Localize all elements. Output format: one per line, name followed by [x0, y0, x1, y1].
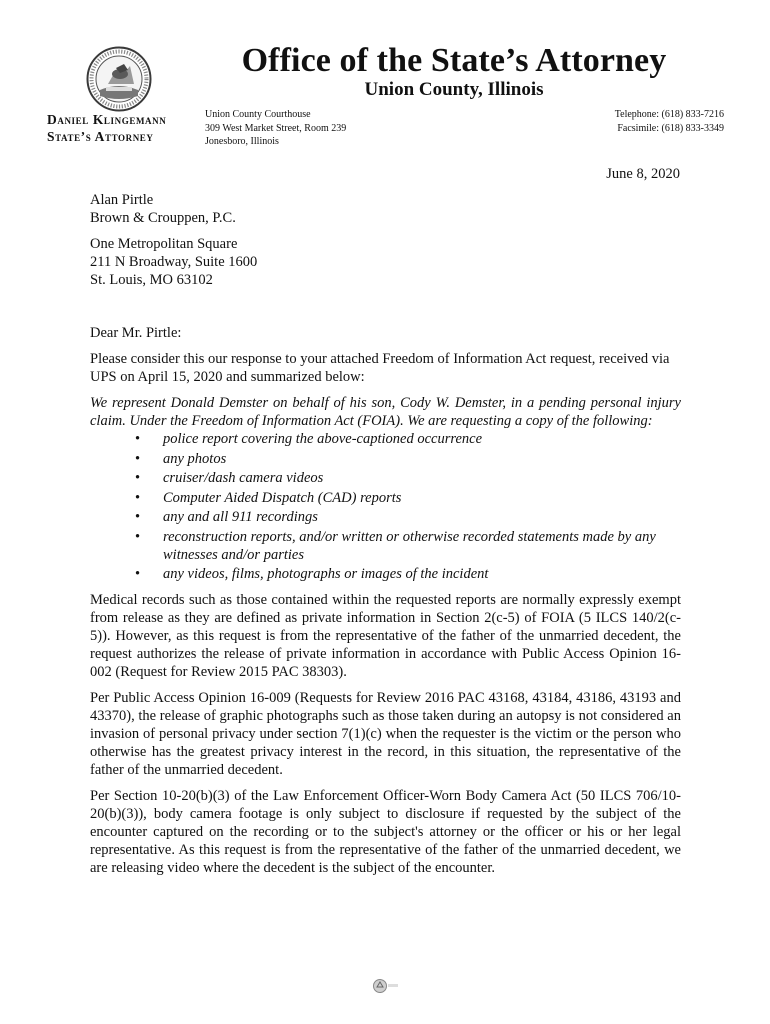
recipient-firm: Brown & Crouppen, P.C.: [90, 210, 236, 226]
facsimile: Facsimile: (618) 833-3349: [617, 122, 724, 134]
photographs-paragraph: Per Public Access Opinion 16-009 (Requests for Review 2016 PAC 43168, 43184, 43186, 43193 and 43370), the release of graphic photographs such as those taken during an autopsy is not considered an invasion of personal privacy under section 7(1)(c) when the requester is the victim or the person who otherwise has the greatest privacy interest in the record, in this situation, the representative of the father of the unmarried decedent.: [90, 690, 681, 778]
address-line: 211 N Broadway, Suite 1600: [90, 254, 258, 270]
recycled-paper-icon: [372, 978, 400, 994]
address-line: One Metropolitan Square: [90, 236, 238, 252]
list-item: • any videos, films, photographs or images of the incident: [135, 566, 489, 582]
list-item: • reconstruction reports, and/or written or otherwise recorded statements made by any witnesses and/or parties: [135, 528, 656, 563]
recipient-block: [90, 191, 681, 227]
body-camera-paragraph: Per Section 10-20(b)(3) of the Law Enforcement Officer-Worn Body Camera Act (50 ILCS 706/10-20(b)(3)), body camera footage is only subject to disclosure if requested by the subject of the encounter captured on the recording or to the subject's attorney or the officer or his or her legal representative. As this request is from the representative of the father of the unmarried decedent, we are releasing video where the decedent is the subject of the encounter.: [90, 788, 681, 876]
request-quote: We represent Donald Demster on behalf of his son, Cody W. Demster, in a pending personal injury claim. Under the Freedom of Information Act (FOIA). We are requesting a copy of the following:: [90, 395, 681, 429]
letter-body: [90, 191, 681, 877]
bullet-icon: •: [135, 431, 141, 447]
recipient-address: [90, 235, 681, 289]
salutation: Dear Mr. Pirtle:: [90, 325, 182, 341]
bullet-icon: •: [135, 528, 141, 545]
intro-paragraph: Please consider this our response to your attached Freedom of Information Act request, received via UPS on April 15, 2020 and summarized below:: [90, 351, 670, 385]
attorney-name: Daniel Klingemann: [47, 112, 167, 127]
state-seal-icon: [86, 46, 152, 112]
address-line: Union County Courthouse: [205, 109, 311, 120]
bullet-icon: •: [135, 509, 141, 525]
telephone: Telephone: (618) 833-7216: [614, 109, 724, 120]
list-item: • any and all 911 recordings: [135, 509, 318, 525]
address-line: St. Louis, MO 63102: [90, 272, 213, 288]
bullet-icon: •: [135, 450, 141, 467]
recipient-name: Alan Pirtle: [90, 192, 154, 208]
bullet-icon: •: [135, 489, 141, 506]
address-line: Jonesboro, Illinois: [205, 136, 279, 147]
list-item: • Computer Aided Dispatch (CAD) reports: [135, 489, 402, 506]
office-contact: [560, 108, 724, 135]
list-item: • police report covering the above-captioned occurrence: [135, 431, 483, 447]
bullet-icon: •: [135, 566, 141, 582]
office-title: Office of the State’s Attorney: [241, 42, 667, 79]
medical-records-paragraph: Medical records such as those contained within the requested reports are normally expressly exempt from release as they are defined as private information in Section 2(c-5) of FOIA (5 ILCS 140/2(c-5)). However, as this request is from the representative of the father of the unmarried decedent, the request authorizes the release of private information in accordance with Public Access Opinion 16-002 (Request for Review 2015 PAC 38303).: [90, 592, 681, 680]
address-line: 309 West Market Street, Room 239: [205, 122, 347, 134]
county-title: Union County, Illinois: [364, 79, 544, 100]
attorney-title: State’s Attorney: [47, 129, 154, 144]
list-item: • any photos: [135, 450, 227, 467]
letter-date: June 8, 2020: [606, 166, 680, 182]
request-list: [90, 430, 681, 583]
list-item: • cruiser/dash camera videos: [135, 470, 324, 486]
bullet-icon: •: [135, 470, 141, 486]
office-address: [205, 108, 346, 149]
